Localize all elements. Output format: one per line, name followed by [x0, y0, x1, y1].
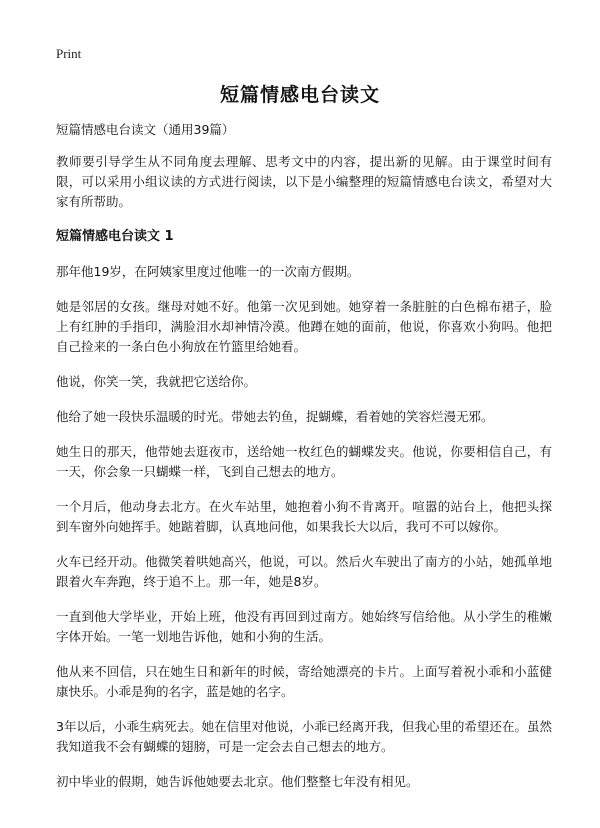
story-paragraph: 他说，你笑一笑，我就把它送给你。 — [56, 374, 257, 389]
story-paragraph: 他给了她一段快乐温暖的时光。带她去钓鱼，捉蝴蝶，看着她的笑容烂漫无邪。 — [56, 409, 494, 424]
story-paragraph: 她生日的那天，他带她去逛夜市，送给她一枚红色的蝴蝶发夹。他说，你要相信自己，有一天，你会象一只蝴蝶一样，飞到自己想去的地方。 — [56, 444, 552, 479]
print-link[interactable]: Print — [56, 46, 82, 61]
intro-paragraph: 教师要引导学生从不同角度去理解、思考文中的内容，提出新的见解。由于课堂时间有限，可以采用小组议读的方式进行阅读，以下是小编整理的短篇情感电台读文，希望对大家有所帮助。 — [56, 154, 552, 209]
story-paragraph: 3年以后，小乖生病死去。她在信里对他说，小乖已经离开我，但我心里的希望还在。虽然我知道我不会有蝴蝶的翅膀，可是一定会去自己想去的地方。 — [56, 719, 552, 754]
story-paragraph: 火车已经开动。他微笑着哄她高兴，他说，可以。然后火车驶出了南方的小站，她孤单地跟着火车奔跑，终于追不上。那一年，她是8岁。 — [56, 554, 552, 589]
story-paragraph: 初中毕业的假期，她告诉他她要去北京。他们整整七年没有相见。 — [56, 774, 419, 789]
story-paragraph: 他从来不回信，只在她生日和新年的时候，寄给她漂亮的卡片。上面写着祝小乖和小蓝健康快乐。小乖是狗的名字，蓝是她的名字。 — [56, 664, 552, 699]
story-paragraph: 一直到他大学毕业，开始上班，他没有再回到过南方。她始终写信给他。从小学生的稚嫩字体开始。一笔一划地告诉他，她和小狗的生活。 — [56, 609, 552, 644]
article-subtitle: 短篇情感电台读文（通用39篇） — [56, 122, 235, 137]
page-title: 短篇情感电台读文 — [219, 84, 380, 106]
story-paragraph: 一个月后，他动身去北方。在火车站里，她抱着小狗不肯离开。喧嚣的站台上，他把头探到车窗外向她挥手。她踮着脚，认真地问他，如果我长大以后，我可不可以嫁你。 — [56, 499, 552, 534]
article-body — [56, 120, 552, 807]
story-paragraph: 她是邻居的女孩。继母对她不好。他第一次见到她。她穿着一条脏脏的白色棉布裙子，脸上有红肿的手指印，满脸泪水却神情冷漠。他蹲在她的面前，他说，你喜欢小狗吗。他把自己捡来的一条白色小狗放在竹篮里给她看。 — [56, 299, 552, 354]
section-heading: 短篇情感电台读文 1 — [56, 229, 174, 244]
story-paragraph: 那年他19岁，在阿姨家里度过他唯一的一次南方假期。 — [56, 264, 360, 279]
